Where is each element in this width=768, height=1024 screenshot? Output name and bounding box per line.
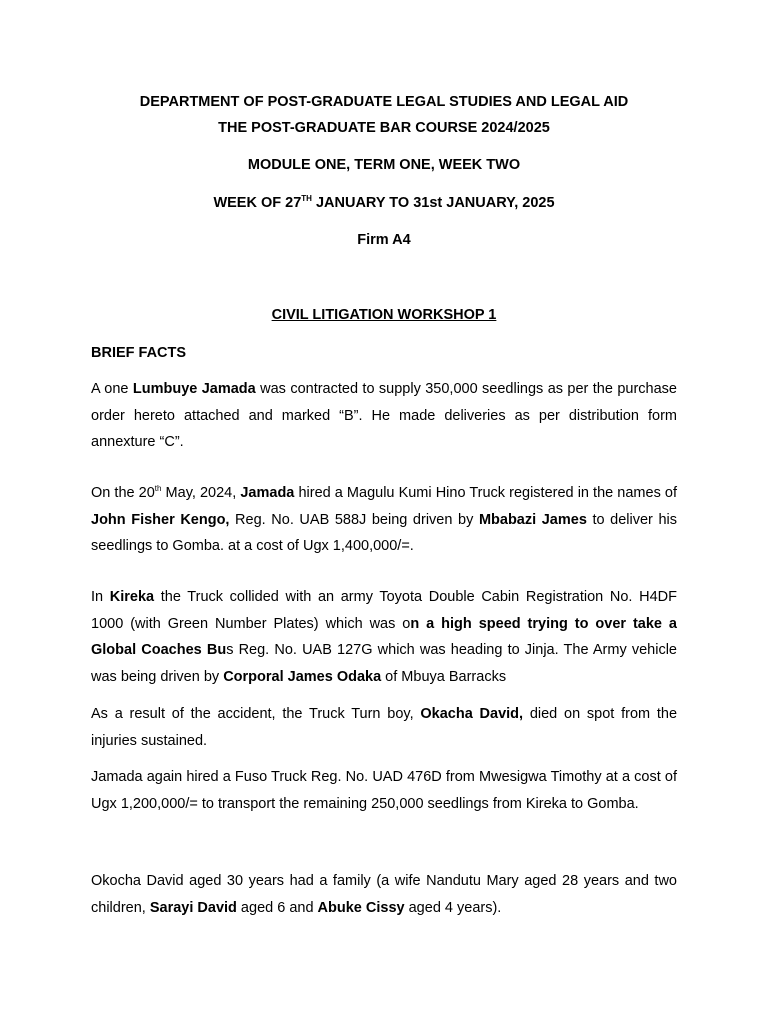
paragraph-6: Okocha David aged 30 years had a family (a wife Nandutu Mary aged 28 years and two children, Sarayi David aged 6 and Abuke Cissy aged 4 years). xyxy=(91,873,677,916)
week-prefix: WEEK OF 27 xyxy=(213,195,302,211)
workshop-title-wrap xyxy=(0,306,768,324)
week-suffix: JANUARY TO 31st JANUARY, 2025 xyxy=(311,195,555,211)
person-name: Lumbuye Jamada xyxy=(132,381,256,397)
firm-heading: Firm A4 xyxy=(357,232,411,248)
week-superscript: TH xyxy=(301,194,312,203)
module-heading: MODULE ONE, TERM ONE, WEEK TWO xyxy=(247,157,521,173)
paragraph-5: Jamada again hired a Fuso Truck Reg. No. UAD 476D from Mwesigwa Timothy at a cost of Ugx 1,200,000/= to transport the remaining 250,000 seedlings from Kireka to Gomba. xyxy=(91,769,677,812)
paragraph-3: In Kireka the Truck collided with an army Toyota Double Cabin Registration No. H4DF 1000 (with Green Number Plates) which was on a high speed trying to over take a Global Coaches Bus Reg. No. UAB 127G which was heading to Jinja. The Army vehicle was being driven by Corporal James Odaka of Mbuya Barracks xyxy=(91,589,677,685)
course-heading: THE POST-GRADUATE BAR COURSE 2024/2025 xyxy=(218,120,550,136)
workshop-title: CIVIL LITIGATION WORKSHOP 1 xyxy=(271,307,497,323)
paragraph-1: A one Lumbuye Jamada was contracted to supply 350,000 seedlings as per the purchase order hereto attached and marked “B”. He made deliveries as per distribution form annexture “C”. xyxy=(91,381,677,450)
week-heading xyxy=(0,194,768,212)
paragraph-2: On the 20th May, 2024, Jamada hired a Magulu Kumi Hino Truck registered in the names of John Fisher Kengo, Reg. No. UAB 588J being driven by Mbabazi James to deliver his seedlings to Gomba. at a cost of Ugx 1,400,000/=. xyxy=(91,484,678,554)
section-heading: BRIEF FACTS xyxy=(91,345,187,361)
department-heading: DEPARTMENT OF POST-GRADUATE LEGAL STUDIES AND LEGAL AID xyxy=(139,94,629,110)
paragraph-4: As a result of the accident, the Truck Turn boy, Okacha David, died on spot from the injuries sustained. xyxy=(91,706,678,749)
